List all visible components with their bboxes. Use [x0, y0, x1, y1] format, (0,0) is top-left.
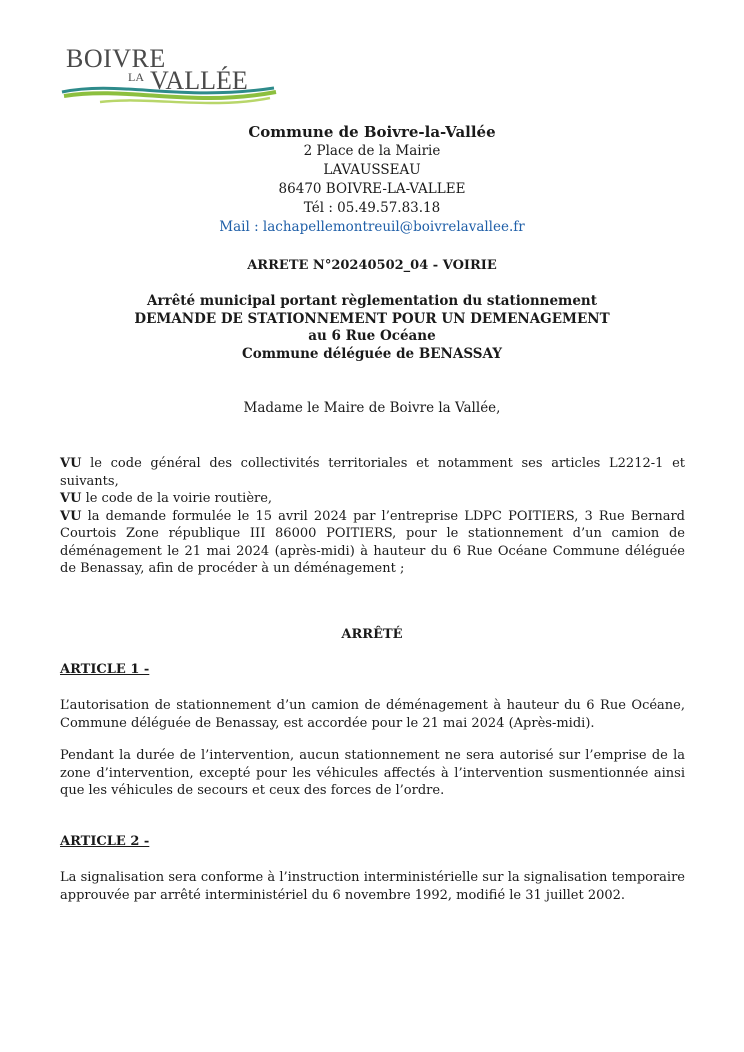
- salutation: Madame le Maire de Boivre la Vallée,: [243, 400, 501, 416]
- vu-text: le code de la voirie routière,: [81, 491, 273, 506]
- logo-text-la: LA: [128, 70, 144, 84]
- decree-title-3: au 6 Rue Océane: [308, 328, 436, 344]
- letterhead: [0, 122, 744, 237]
- vu-item-2: [60, 490, 685, 508]
- address-line-2: LAVAUSSEAU: [323, 162, 421, 178]
- article-1-paragraph-2: Pendant la durée de l’intervention, aucun stationnement ne sera autorisé sur l’emprise de la zone d’intervention, excepté pour les véhicules affectés à l’intervention susmentionnée ainsi que les véhicules de secours et ceux des forces de l’ordre.: [60, 748, 685, 798]
- article-2-title: ARTICLE 2 -: [60, 834, 150, 849]
- logo: [60, 40, 280, 120]
- arrete-heading: ARRÊTÉ: [341, 627, 403, 642]
- logo-text-boivre: BOIVRE: [66, 44, 166, 73]
- vu-prefix: VU: [60, 491, 82, 506]
- decree-title-4: Commune déléguée de BENASSAY: [241, 345, 502, 362]
- vu-item-3: [60, 508, 685, 578]
- mail-address: Mail : lachapellemontreuil@boivrelavallee.fr: [219, 219, 525, 235]
- phone-number: Tél : 05.49.57.83.18: [303, 200, 441, 216]
- vu-block: [60, 455, 685, 578]
- decree-title-1: Arrêté municipal portant règlementation du stationnement: [147, 293, 597, 309]
- vu-text: le code général des collectivités territoriales et notamment ses articles L2212-1 et suivants,: [60, 456, 685, 489]
- article-1-title: ARTICLE 1 -: [60, 662, 150, 677]
- vu-prefix: VU: [60, 456, 82, 471]
- vu-text: la demande formulée le 15 avril 2024 par l’entreprise LDPC POITIERS, 3 Rue Bernard Courtois Zone république III 86000 POITIERS, pour le stationnement d’un camion de déménagement le 21 mai 2024 (après-midi) à hauteur du 6 Rue Océane Commune déléguée de Benassay, afin de procéder à un déménagement ;: [60, 508, 685, 576]
- address-line-3: 86470 BOIVRE-LA-VALLEE: [278, 181, 466, 197]
- vu-item-1: [60, 455, 685, 490]
- article-2-paragraph-1: La signalisation sera conforme à l’instruction interministérielle sur la signalisation temporaire approuvée par arrêté interministériel du 6 novembre 1992, modifié le 31 juillet 2002.: [60, 870, 685, 903]
- commune-name: Commune de Boivre-la-Vallée: [248, 123, 496, 141]
- decree-titles: [0, 293, 744, 363]
- vu-prefix: VU: [60, 508, 82, 524]
- address-line-1: 2 Place de la Mairie: [303, 143, 441, 159]
- article-1-paragraph-1: L’autorisation de stationnement d’un camion de déménagement à hauteur du 6 Rue Océane, Commune déléguée de Benassay, est accordée pour le 21 mai 2024 (Après-midi).: [60, 698, 685, 731]
- logo-text-vallee: VALLÉE: [150, 66, 248, 95]
- decree-reference: ARRETE N°20240502_04 - VOIRIE: [247, 258, 497, 273]
- decree-title-2: DEMANDE DE STATIONNEMENT POUR UN DEMENAGEMENT: [134, 310, 610, 327]
